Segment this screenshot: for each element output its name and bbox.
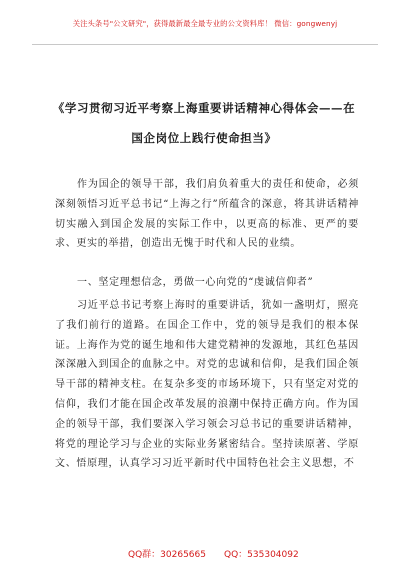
document-title-line-1: 《学习贯彻习近平考察上海重要讲话精神心得体会——在 — [52, 101, 356, 115]
section-heading-1: 一、坚定理想信念，勇做一心向党的“虔诚信仰者” — [77, 277, 314, 288]
header-divider — [32, 44, 378, 45]
page-header-notice: 关注头条号"公文研究"，获得最新最全最专业的公文资料库！ 微信：gongwenyj — [72, 19, 338, 28]
footer-qq-group: QQ群：30265665 — [128, 550, 206, 560]
body-paragraph-2: 习近平总书记考察上海时的重要讲话，犹如一盏明灯，照亮了我们前行的道路。在国企工作中，党的领导是我们的根本保证。上海作为党的诞生地和伟大建党精神的发源地，其红色基因深深融入到国企的血脉之中。对党的忠诚和信仰，是我们国企领导干部的精神支柱。在复杂多变的市场环境下，只有坚定对党的信仰，我们才能在国企改革发展的浪潮中保持正确方向。作为国企的领导干部，我们要深入学习领会习总书记的重要讲话精神，将党的理论学习与企业的实际业务紧密结合。坚持读原著、学原文、悟原理，认真学习习近平新时代中国特色社会主义思想，不 — [55, 300, 359, 470]
document-title-line-2: 国企岗位上践行使命担当》 — [131, 131, 277, 145]
footer-qq-contact: QQ：535304092 — [224, 550, 299, 560]
body-paragraph-1: 作为国企的领导干部，我们肩负着重大的责任和使命，必须深刻领悟习近平总书记“上海之行”所蕴含的深意，将其讲话精神切实融入到国企发展的实际工作中，以更高的标准、更严的要求、更实的举措，创造出无愧于时代和人民的业绩。 — [55, 179, 359, 250]
